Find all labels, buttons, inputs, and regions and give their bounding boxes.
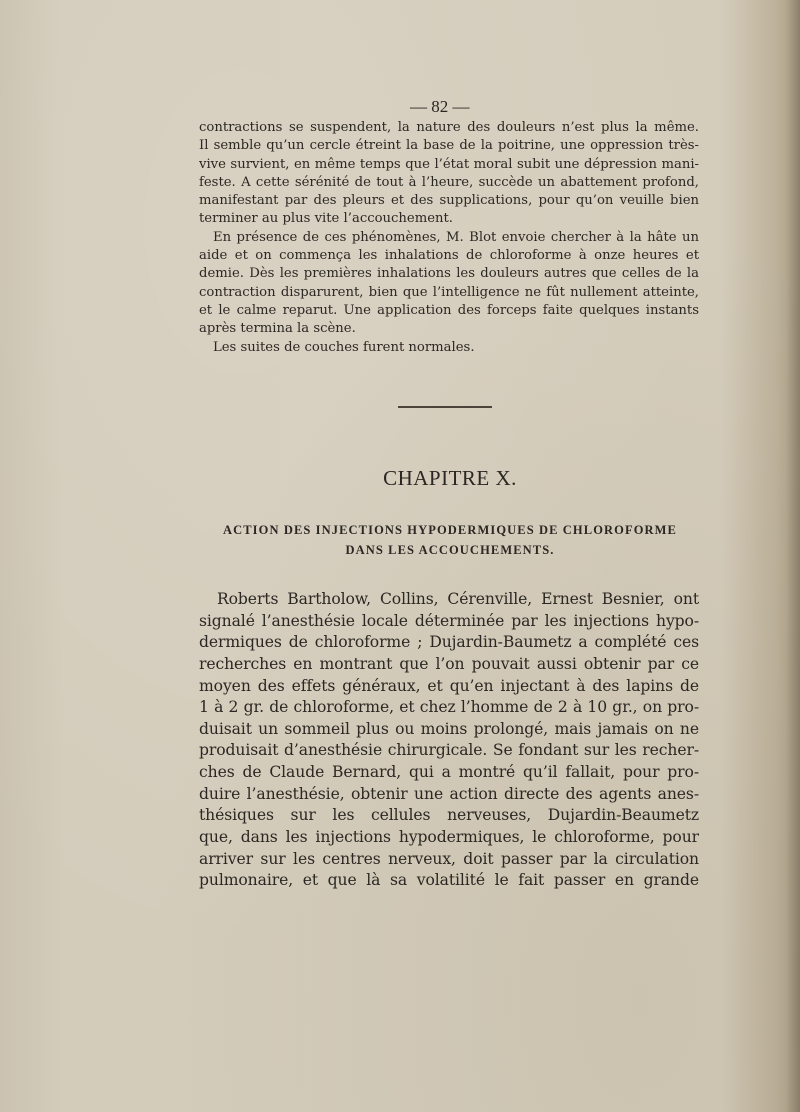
text-line: signalé l’anesthésie locale déterminée par les injections hypo-: [199, 611, 699, 630]
text-line: recherches en montrant que l’on pouvait aussi obtenir par ce: [199, 654, 699, 673]
text-line: que, dans les injections hypodermiques, le chloroforme, pour: [199, 828, 699, 847]
text-line: duire l’anesthésie, obtenir une action directe des agents anes-: [199, 784, 699, 803]
chapter-title: CHAPITRE X.: [383, 466, 517, 490]
text-line: vive survient, en même temps que l’état moral subit une dépression mani-: [199, 156, 699, 172]
section-heading-line: DANS LES ACCOUCHEMENTS.: [345, 543, 555, 557]
text-line: moyen des effets généraux, et qu’en injectant à des lapins de: [199, 676, 699, 695]
text-line: arriver sur les centres nerveux, doit passer par la circulation: [199, 849, 699, 868]
text-line: Les suites de couches furent normales.: [213, 339, 475, 355]
text-line: thésiques sur les cellules nerveuses, Dujardin-Beaumetz: [199, 806, 699, 825]
section-heading: [200, 520, 700, 560]
paragraph: [199, 229, 699, 339]
chapter-body: [199, 589, 699, 892]
text-line: terminer au plus vite l’accouchement.: [199, 211, 454, 227]
paragraph: [199, 119, 699, 229]
page-number: — 82 —: [410, 97, 470, 116]
text-line: Il semble qu’un cercle étreint la base de la poitrine, une oppression très-: [199, 138, 699, 154]
previous-chapter-text: [199, 119, 699, 357]
text-line: Roberts Bartholow, Collins, Cérenville, Ernest Besnier, ont: [217, 590, 699, 608]
text-line: contractions se suspendent, la nature des douleurs n’est plus la même.: [199, 120, 699, 135]
text-line: dermiques de chloroforme ; Dujardin-Baumetz a complété ces: [199, 633, 699, 652]
text-line: contraction disparurent, bien que l’intelligence ne fût nullement atteinte,: [199, 284, 699, 300]
page-edge-shadow: [786, 0, 800, 1112]
text-line: et le calme reparut. Une application des forceps faite quelques instants: [199, 302, 699, 318]
text-line: pulmonaire, et que là sa volatilité le fait passer en grande: [199, 871, 699, 890]
text-line: manifestant par des pleurs et des supplications, pour qu’on veuille bien: [199, 193, 699, 209]
text-line: demie. Dès les premières inhalations les douleurs autres que celles de la: [199, 266, 699, 282]
text-line: 1 à 2 gr. de chloroforme, et chez l’homme de 2 à 10 gr., on pro-: [199, 698, 699, 717]
section-heading-line: ACTION DES INJECTIONS HYPODERMIQUES DE CHLOROFORME: [222, 523, 677, 537]
text-line: En présence de ces phénomènes, M. Blot envoie chercher à la hâte un: [213, 229, 699, 245]
text-line: après termina la scène.: [199, 321, 356, 337]
text-line: produisait d’anesthésie chirurgicale. Se fondant sur les recher-: [199, 741, 699, 760]
text-line: aide et on commença les inhalations de chloroforme à onze heures et: [199, 248, 699, 264]
text-line: duisait un sommeil plus ou moins prolongé, mais jamais on ne: [199, 719, 699, 738]
paragraph: [199, 339, 699, 357]
text-line: ches de Claude Bernard, qui a montré qu’il fallait, pour pro-: [199, 763, 699, 782]
text-line: feste. A cette sérénité de tout à l’heure, succède un abattement profond,: [199, 174, 699, 190]
section-divider: [398, 406, 492, 408]
